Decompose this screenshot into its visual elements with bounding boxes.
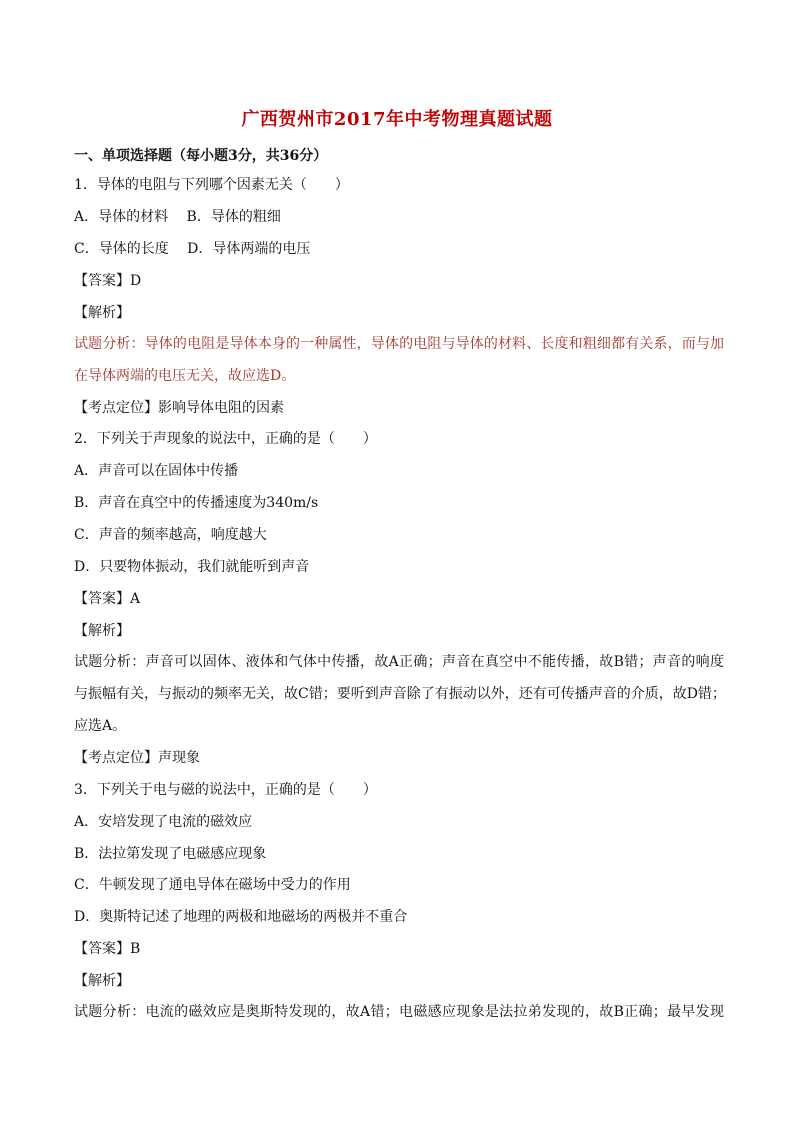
q2-analysis-line-3: 应选A。 xyxy=(74,718,127,734)
q1-analysis-line-1: 试题分析：导体的电阻是导体本身的一种属性，导体的电阻与导体的材料、长度和粗细都有关系，而与加 xyxy=(74,336,724,352)
q3-answer: 【答案】B xyxy=(74,941,141,957)
q2-analysis-label: 【解析】 xyxy=(74,623,130,639)
q1-analysis-line-2: 在导体两端的电压无关，故应选D。 xyxy=(74,368,296,384)
q2-option-c: C．声音的频率越高，响度越大 xyxy=(74,527,267,543)
document-title: 广西贺州市2017年中考物理真题试题 xyxy=(241,109,553,130)
q2-analysis-line-2: 与振幅有关，与振动的频率无关，故C错；要听到声音除了有振动以外，还有可传播声音的介质，故D错； xyxy=(74,686,726,702)
q3-option-b: B．法拉第发现了电磁感应现象 xyxy=(74,846,267,862)
q2-knowledge-point: 【考点定位】声现象 xyxy=(74,750,200,766)
q2-stem: 2．下列关于声现象的说法中，正确的是（ ） xyxy=(74,431,377,447)
q3-option-c: C．牛顿发现了通电导体在磁场中受力的作用 xyxy=(74,877,351,893)
q1-options-ab: A．导体的材料 B．导体的粗细 xyxy=(74,209,281,225)
q1-analysis-label: 【解析】 xyxy=(74,305,130,321)
q3-analysis-label: 【解析】 xyxy=(74,973,130,989)
q2-answer: 【答案】A xyxy=(74,591,141,607)
q1-options-cd: C．导体的长度 D．导体两端的电压 xyxy=(74,241,311,257)
q1-answer: 【答案】D xyxy=(74,273,142,289)
q2-option-d: D．只要物体振动，我们就能听到声音 xyxy=(74,559,310,575)
q2-option-a: A．声音可以在固体中传播 xyxy=(74,463,239,479)
q3-stem: 3．下列关于电与磁的说法中，正确的是（ ） xyxy=(74,782,377,798)
q3-option-a: A．安培发现了电流的磁效应 xyxy=(74,814,253,830)
q3-option-d: D．奥斯特记述了地理的两极和地磁场的两极并不重合 xyxy=(74,909,408,925)
q3-analysis-line-1: 试题分析：电流的磁效应是奥斯特发现的，故A错；电磁感应现象是法拉弟发现的，故B正确；最早发现 xyxy=(74,1004,724,1020)
q1-stem: 1．导体的电阻与下列哪个因素无关（ ） xyxy=(74,177,349,193)
q1-knowledge-point: 【考点定位】影响导体电阻的因素 xyxy=(74,400,284,416)
q2-option-b: B．声音在真空中的传播速度为340m/s xyxy=(74,495,319,511)
section-heading: 一、单项选择题（每小题3分，共36分） xyxy=(74,148,328,164)
q2-analysis-line-1: 试题分析：声音可以固体、液体和气体中传播，故A正确；声音在真空中不能传播，故B错；声音的响度 xyxy=(74,654,724,670)
